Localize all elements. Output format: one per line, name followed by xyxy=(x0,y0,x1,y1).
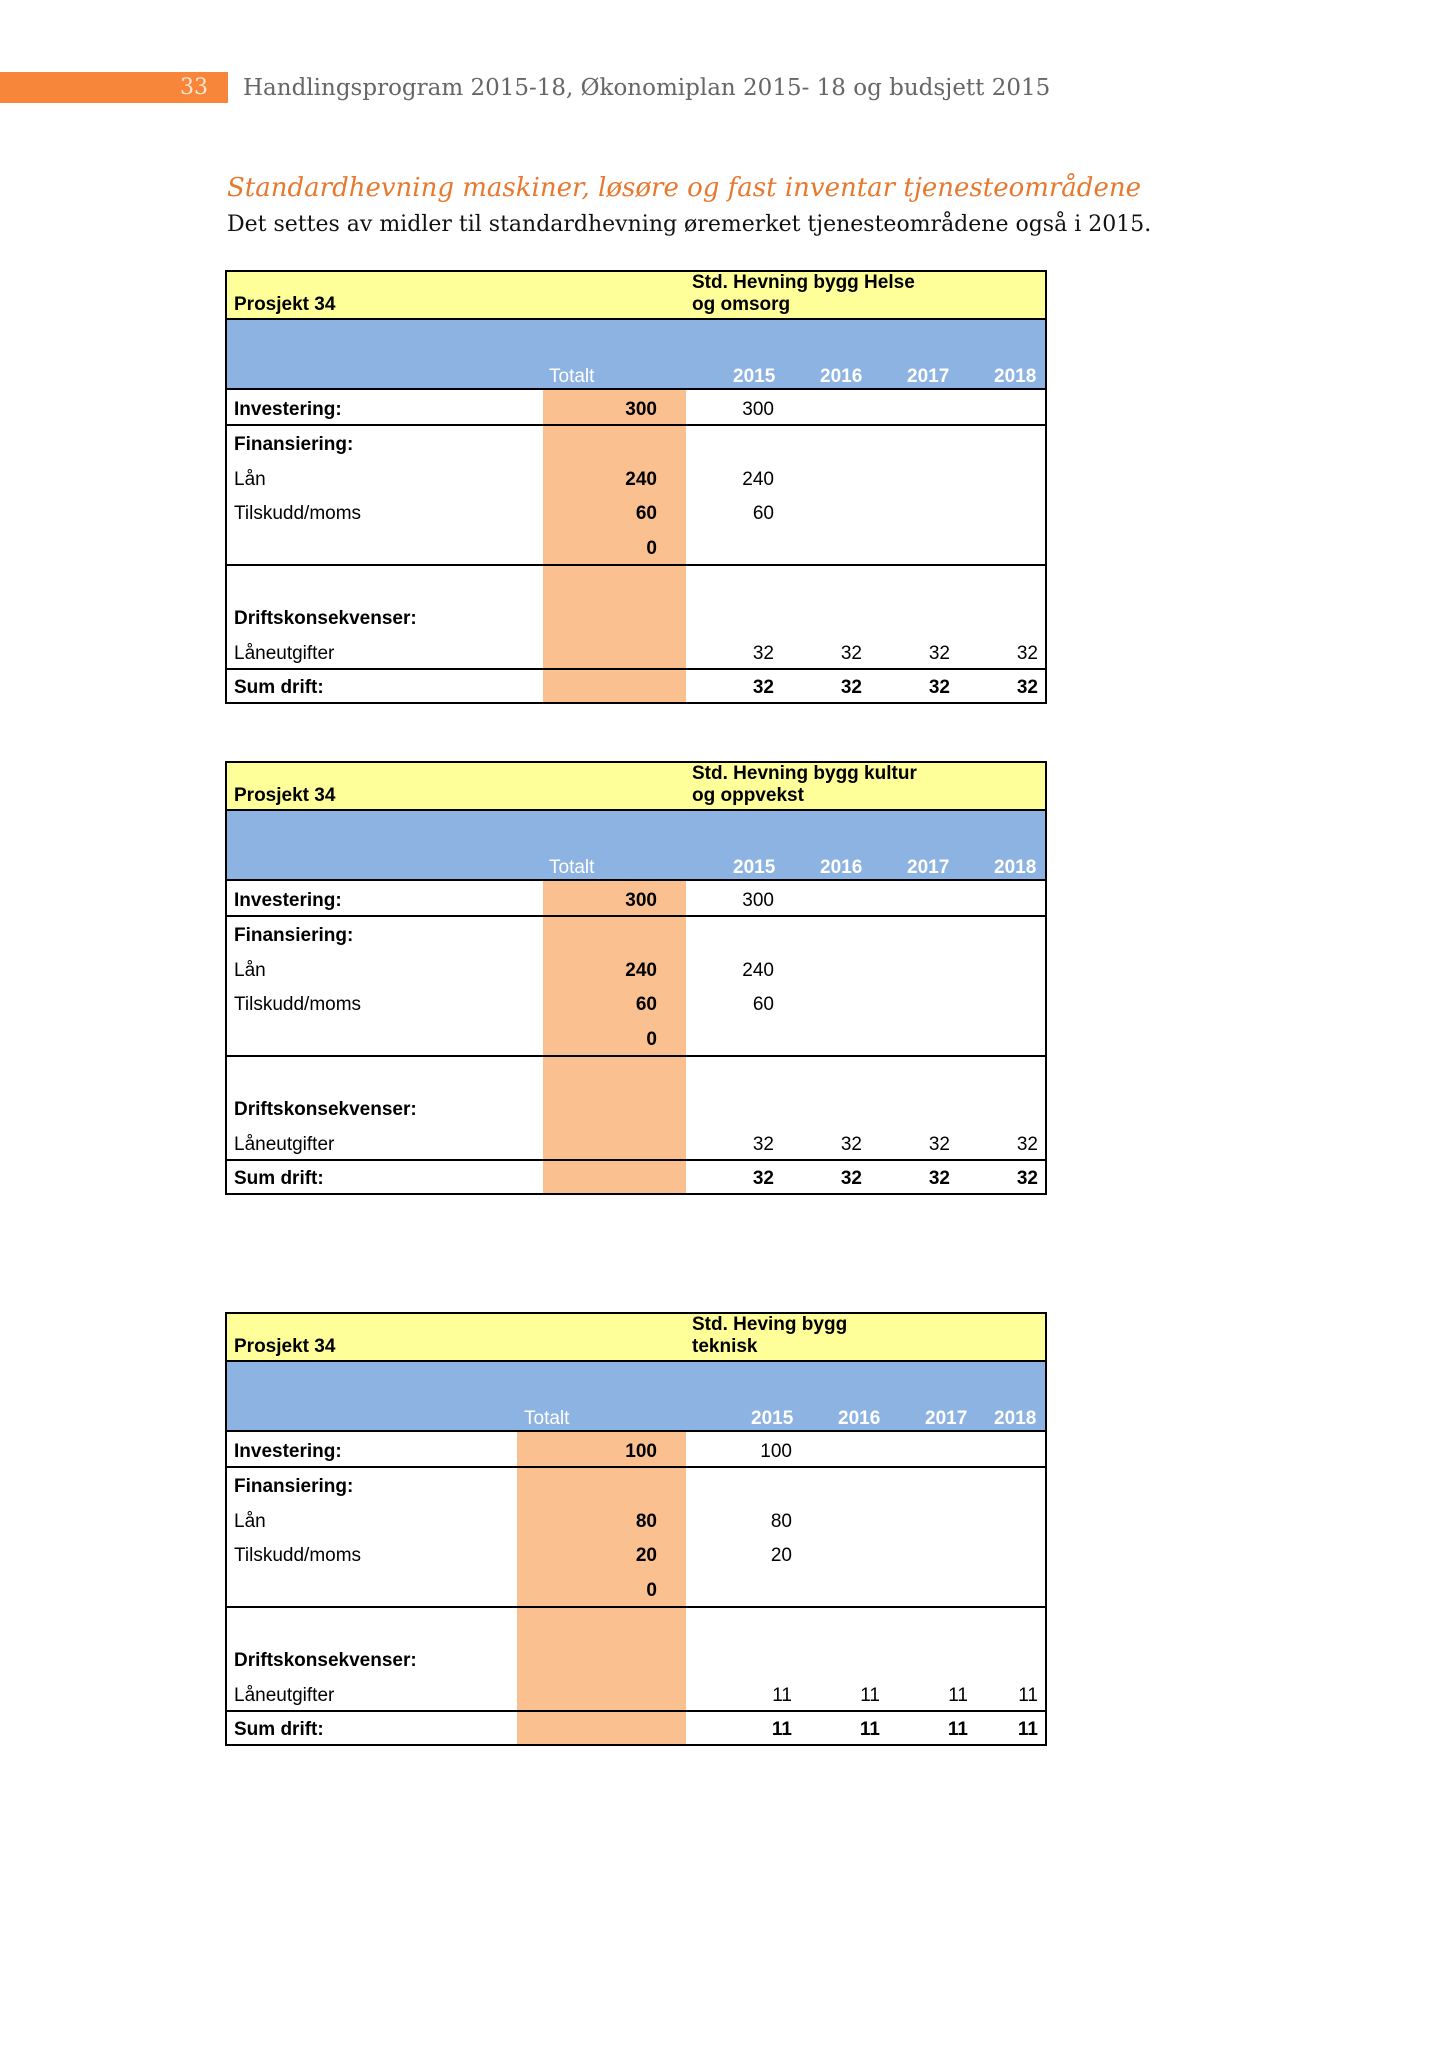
zero-total: 0 xyxy=(646,1029,657,1050)
column-header-row xyxy=(227,1362,1045,1432)
sum-drift-2017: 11 xyxy=(947,1719,968,1740)
col-header-totalt: Totalt xyxy=(524,1408,570,1429)
sum-drift-2015: 32 xyxy=(752,1168,774,1189)
project-title: Std. Heving bygg teknisk xyxy=(692,1314,848,1357)
tilskudd-label: Tilskudd/moms xyxy=(234,1545,362,1566)
tilskudd-2015: 60 xyxy=(752,994,774,1015)
row-divider xyxy=(227,668,1045,670)
zero-total: 0 xyxy=(646,1580,657,1601)
lan-2015: 80 xyxy=(770,1511,792,1532)
laneutgifter-2017: 32 xyxy=(928,1134,950,1155)
col-header-2016: 2016 xyxy=(820,857,863,878)
sum-drift-label: Sum drift: xyxy=(234,677,324,698)
sum-drift-2015: 11 xyxy=(771,1719,792,1740)
laneutgifter-2017: 11 xyxy=(948,1685,968,1706)
section-title: Standardhevning maskiner, løsøre og fast inventar tjenesteområdene xyxy=(227,173,1141,203)
col-header-2015: 2015 xyxy=(733,857,776,878)
zero-total: 0 xyxy=(646,538,657,559)
row-divider xyxy=(227,1710,1045,1712)
tilskudd-total: 60 xyxy=(635,503,657,524)
col-header-2016: 2016 xyxy=(820,366,863,387)
project-title: Std. Hevning bygg kultur og oppvekst xyxy=(692,763,917,806)
lan-label: Lån xyxy=(234,960,266,981)
col-header-totalt: Totalt xyxy=(549,366,595,387)
col-header-2017: 2017 xyxy=(907,857,950,878)
finansiering-label: Finansiering: xyxy=(234,1476,354,1497)
investering-label: Investering: xyxy=(234,890,342,911)
row-divider xyxy=(227,564,1045,566)
lan-label: Lån xyxy=(234,1511,266,1532)
tilskudd-total: 20 xyxy=(635,1545,657,1566)
sum-drift-2016: 11 xyxy=(859,1719,880,1740)
project-title: Std. Hevning bygg Helse og omsorg xyxy=(692,272,915,315)
project-table-teknisk xyxy=(225,1312,1047,1746)
col-header-2018: 2018 xyxy=(994,1408,1037,1429)
project-label: Prosjekt 34 xyxy=(234,1336,336,1357)
sum-drift-2017: 32 xyxy=(928,677,950,698)
sum-drift-2015: 32 xyxy=(752,677,774,698)
sum-drift-2016: 32 xyxy=(840,677,862,698)
lan-2015: 240 xyxy=(742,469,774,490)
project-table-helse xyxy=(225,270,1047,704)
finansiering-label: Finansiering: xyxy=(234,434,354,455)
lan-2015: 240 xyxy=(742,960,774,981)
laneutgifter-2018: 32 xyxy=(1016,643,1038,664)
project-label: Prosjekt 34 xyxy=(234,785,336,806)
tilskudd-label: Tilskudd/moms xyxy=(234,994,362,1015)
investering-total: 100 xyxy=(625,1441,657,1462)
row-divider xyxy=(227,1606,1045,1608)
sum-drift-2017: 32 xyxy=(928,1168,950,1189)
driftskonsekvenser-label: Driftskonsekvenser: xyxy=(234,1099,417,1120)
investering-2015: 300 xyxy=(742,399,774,420)
col-header-2017: 2017 xyxy=(925,1408,968,1429)
tilskudd-2015: 60 xyxy=(752,503,774,524)
lan-total: 240 xyxy=(625,469,657,490)
driftskonsekvenser-label: Driftskonsekvenser: xyxy=(234,1650,417,1671)
page-number: 33 xyxy=(180,75,208,100)
investering-total: 300 xyxy=(625,399,657,420)
col-header-2017: 2017 xyxy=(907,366,950,387)
investering-2015: 300 xyxy=(742,890,774,911)
col-header-2015: 2015 xyxy=(751,1408,794,1429)
laneutgifter-label: Låneutgifter xyxy=(234,1685,335,1706)
lan-total: 80 xyxy=(635,1511,657,1532)
column-header-row xyxy=(227,811,1045,881)
row-divider xyxy=(227,915,1045,917)
row-divider xyxy=(227,1159,1045,1161)
sum-drift-2016: 32 xyxy=(840,1168,862,1189)
laneutgifter-2018: 32 xyxy=(1016,1134,1038,1155)
laneutgifter-2016: 11 xyxy=(860,1685,880,1706)
investering-label: Investering: xyxy=(234,1441,342,1462)
laneutgifter-2015: 32 xyxy=(752,643,774,664)
project-table-kultur xyxy=(225,761,1047,1195)
col-header-2015: 2015 xyxy=(733,366,776,387)
laneutgifter-2015: 32 xyxy=(752,1134,774,1155)
row-divider xyxy=(227,424,1045,426)
investering-label: Investering: xyxy=(234,399,342,420)
tilskudd-total: 60 xyxy=(635,994,657,1015)
col-header-totalt: Totalt xyxy=(549,857,595,878)
finansiering-label: Finansiering: xyxy=(234,925,354,946)
laneutgifter-2016: 32 xyxy=(840,1134,862,1155)
column-header-row xyxy=(227,320,1045,390)
laneutgifter-label: Låneutgifter xyxy=(234,1134,335,1155)
sum-drift-2018: 32 xyxy=(1016,677,1038,698)
driftskonsekvenser-label: Driftskonsekvenser: xyxy=(234,608,417,629)
col-header-2018: 2018 xyxy=(994,857,1037,878)
laneutgifter-2015: 11 xyxy=(772,1685,792,1706)
tilskudd-2015: 20 xyxy=(770,1545,792,1566)
sum-drift-label: Sum drift: xyxy=(234,1719,324,1740)
row-divider xyxy=(227,1466,1045,1468)
document-header-title: Handlingsprogram 2015-18, Økonomiplan 2015- 18 og budsjett 2015 xyxy=(243,75,1051,101)
laneutgifter-2018: 11 xyxy=(1018,1685,1038,1706)
investering-total: 300 xyxy=(625,890,657,911)
sum-drift-label: Sum drift: xyxy=(234,1168,324,1189)
laneutgifter-2016: 32 xyxy=(840,643,862,664)
section-text: Det settes av midler til standardhevning øremerket tjenesteområdene også i 2015. xyxy=(227,212,1152,237)
lan-total: 240 xyxy=(625,960,657,981)
laneutgifter-label: Låneutgifter xyxy=(234,643,335,664)
investering-2015: 100 xyxy=(760,1441,792,1462)
laneutgifter-2017: 32 xyxy=(928,643,950,664)
sum-drift-2018: 32 xyxy=(1016,1168,1038,1189)
row-divider xyxy=(227,1055,1045,1057)
lan-label: Lån xyxy=(234,469,266,490)
col-header-2016: 2016 xyxy=(838,1408,881,1429)
sum-drift-2018: 11 xyxy=(1017,1719,1038,1740)
col-header-2018: 2018 xyxy=(994,366,1037,387)
project-label: Prosjekt 34 xyxy=(234,294,336,315)
tilskudd-label: Tilskudd/moms xyxy=(234,503,362,524)
